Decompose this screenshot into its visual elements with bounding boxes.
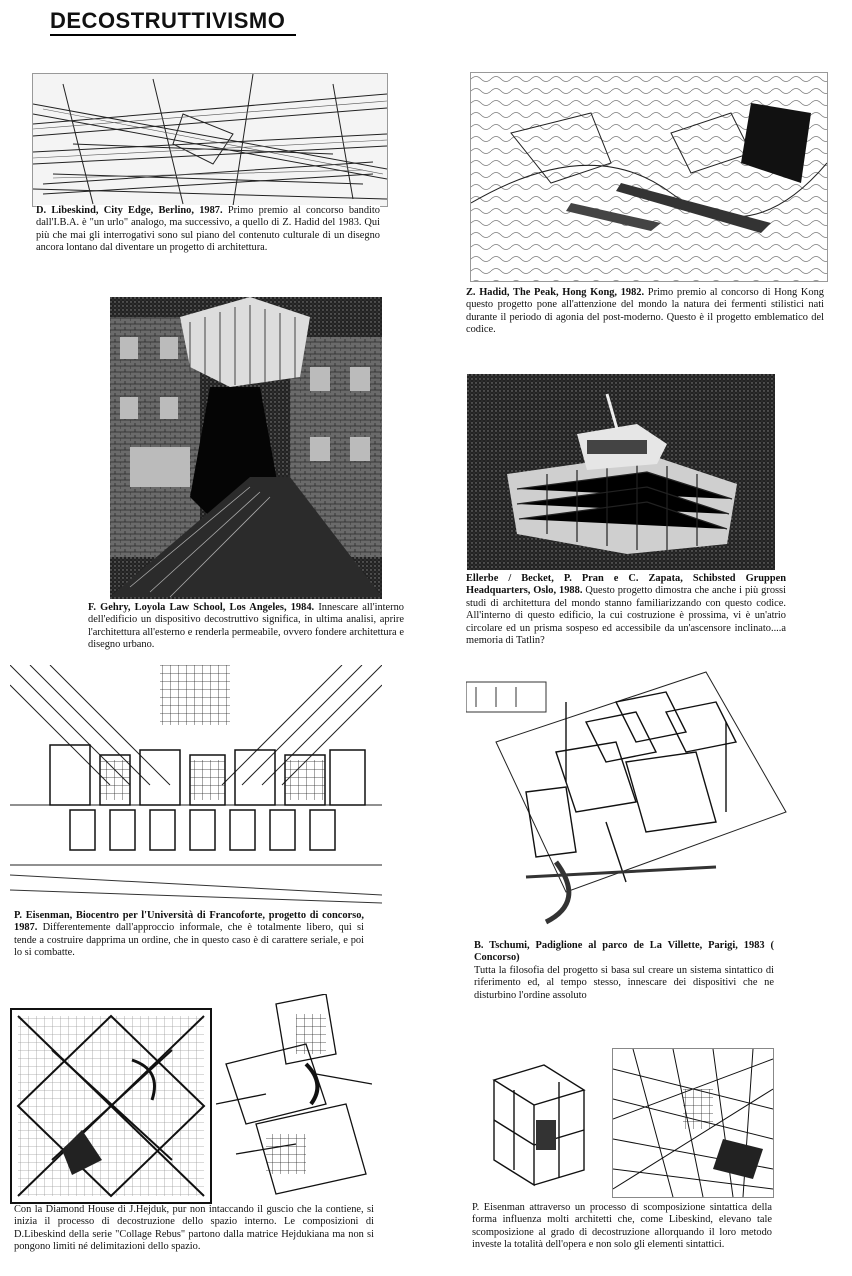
- tschumi-caption-body: Tutta la filosofia del progetto si basa sul creare un sistema sintattico di riferimento ed, al tempo stesso, innescare dei dispositivi che ne disturbino l'ordine assoluto: [474, 964, 774, 1001]
- gehry-caption: [88, 602, 404, 652]
- libeskind-collage-rebus: [216, 994, 372, 1200]
- libeskind-city-edge-drawing: [32, 73, 388, 207]
- libeskind-caption: [36, 205, 380, 255]
- gehry-loyola-image: [110, 297, 382, 599]
- eisenman2-caption-body: P. Eisenman attraverso un processo di scomposizione sintattica della forma influenza molti architetti che, come Libeskind, elevano tale scomposizione al grado di decostruzione allorquando il loro metodo investe la totalità dell'opera e non solo gli elementi sintattici.: [472, 1202, 772, 1251]
- eisenman1-caption: [14, 910, 364, 960]
- hadid-caption-head: Z. Hadid, The Peak, Hong Kong, 1982.: [466, 287, 645, 298]
- hejduk-caption: [14, 1204, 374, 1254]
- ellerbe-schibsted-image: [467, 374, 775, 570]
- page-title: DECOSTRUTTIVISMO: [50, 8, 296, 36]
- gehry-caption-body: Innescare all'interno dell'edificio un dispositivo decostruttivo significa, in ultima analisi, aprire l'architettura all'esterno e renderla permeabile, ovvero fondere architettura e disegno urbano.: [88, 602, 404, 651]
- hejduk-diamond-house-plan: [10, 1008, 212, 1204]
- tschumi-caption-head: B. Tschumi, Padiglione al parco de La Villette, Parigi, 1983 ( Concorso): [474, 940, 774, 964]
- ellerbe-caption-body: Questo progetto dimostra che anche i più grossi studi di architettura del mondo stanno familiarizzando con questo codice. All'interno di questo edificio, la cui costruzione è prossima, vi è un'atrio circolare ed un prisma sospeso ed accessibile da un'ascensore inclinato....a memoria di Tatlin?: [466, 585, 786, 647]
- hadid-caption-body: Primo premio al concorso di Hong Kong questo progetto pone all'attenzione del mondo la natura dei fermenti stilistici nati durante il periodo di agonia del post-moderno. Questo è il progetto emblematico del codice.: [466, 287, 825, 336]
- eisenman2-caption: [472, 1202, 772, 1252]
- eisenman-fragment-composition: [612, 1048, 774, 1198]
- libeskind-caption-body: Primo premio al concorso bandito dall'I.B.A. è "un urlo" analogo, ma successivo, a quello di Z. Hadid del 1983. Qui più che mai gli interrogativi sono sul piano del contenuto culturale di un disegno ancora lontano dal diventare un progetto di architettura.: [36, 205, 381, 254]
- hadid-caption: [466, 287, 824, 337]
- eisenman1-caption-body: Differentemente dall'approccio informale, che è totalmente libero, qui si tende a costruire dapprima un ordine, che in questo caso è di carattere seriale, e poi lo si combatte.: [14, 922, 364, 959]
- ellerbe-caption: [466, 573, 786, 647]
- eisenman1-caption-head: P. Eisenman, Biocentro per l'Università di Francoforte, progetto di concorso, 1987.: [14, 910, 364, 934]
- ellerbe-caption-head: Ellerbe / Becket, P. Pran e C. Zapata, Schibsted Gruppen Headquarters, Oslo, 1988.: [466, 573, 786, 597]
- eisenman-biocentro-plan: [10, 665, 382, 907]
- eisenman-house-axonometric: [474, 1060, 594, 1190]
- hadid-peak-drawing: [470, 72, 828, 282]
- gehry-caption-head: F. Gehry, Loyola Law School, Los Angeles, 1984.: [88, 602, 315, 613]
- tschumi-villette-axonometric: [466, 662, 808, 934]
- hejduk-caption-body: Con la Diamond House di J.Hejduk, pur non intaccando il guscio che la contiene, si inizia il processo di decostruzione dello spazio interno. Le composizioni di D.Libeskind della serie "Collage Rebus" partono dalla matrice Hejdukiana ma non si pongono limiti né delimitazioni dello spazio.: [14, 1204, 374, 1253]
- tschumi-caption: [474, 940, 774, 1002]
- libeskind-caption-head: D. Libeskind, City Edge, Berlino, 1987.: [36, 205, 223, 216]
